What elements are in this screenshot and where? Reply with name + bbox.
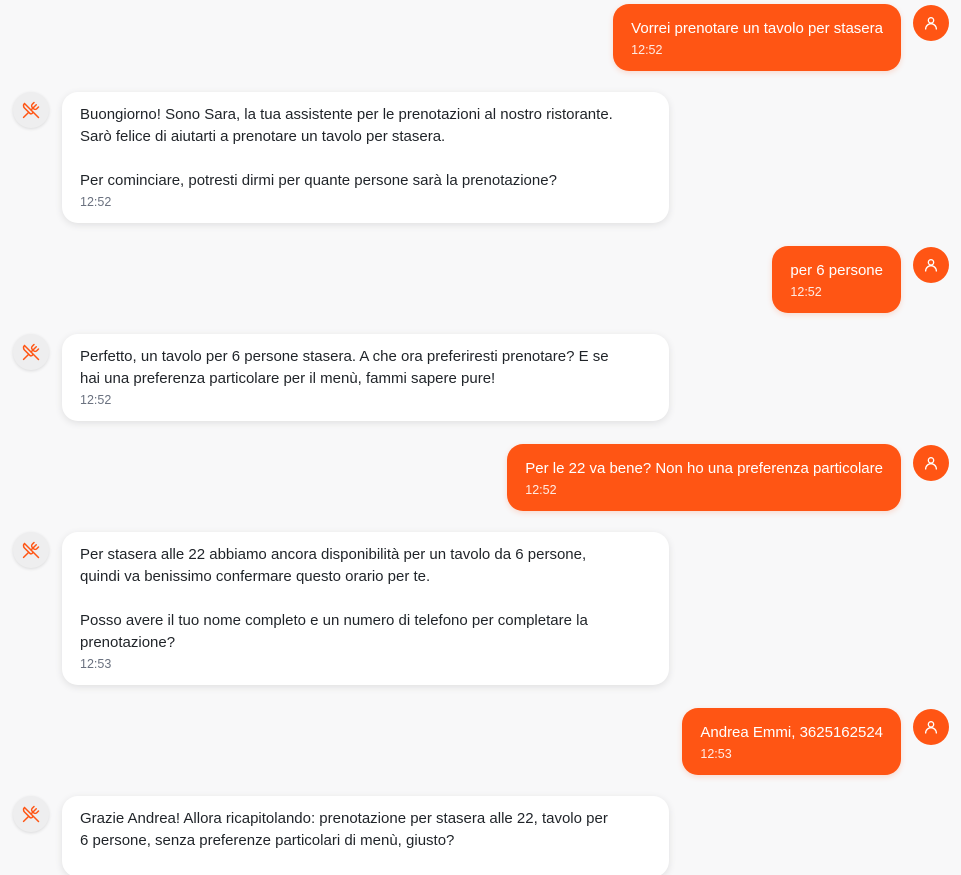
user-message-bubble <box>772 246 901 313</box>
user-avatar <box>913 709 949 745</box>
user-message-bubble <box>613 4 901 71</box>
message-text: Andrea Emmi, 3625162524 <box>700 724 883 741</box>
user-avatar <box>913 247 949 283</box>
utensils-crossed-icon <box>22 343 40 361</box>
message-time: 12:52 <box>525 483 557 497</box>
message-text: Vorrei prenotare un tavolo per stasera <box>631 20 883 37</box>
user-icon <box>923 455 939 471</box>
assistant-avatar <box>13 92 49 128</box>
assistant-avatar <box>13 796 49 832</box>
message-time: 12:52 <box>80 393 112 407</box>
assistant-message-bubble <box>62 92 669 223</box>
utensils-crossed-icon <box>22 101 40 119</box>
message-text: Per le 22 va bene? Non ho una preferenza particolare <box>525 460 883 477</box>
user-message-bubble <box>507 444 901 511</box>
assistant-message-bubble <box>62 796 669 875</box>
message-text: Buongiorno! Sono Sara, la tua assistente per le prenotazioni al nostro ristorante. Sarò felice di aiutarti a prenotare un tavolo per stasera. Per cominciare, potresti dirmi per quante persone sarà la prenotazione? <box>80 106 613 189</box>
message-time: 12:52 <box>80 195 112 209</box>
message-time: 12:53 <box>700 747 732 761</box>
user-message-bubble <box>682 708 901 775</box>
user-icon <box>923 15 939 31</box>
assistant-message-bubble <box>62 334 669 421</box>
user-icon <box>923 719 939 735</box>
message-time: 12:52 <box>790 285 822 299</box>
assistant-avatar <box>13 334 49 370</box>
message-text: Grazie Andrea! Allora ricapitolando: prenotazione per stasera alle 22, tavolo per 6 persone, senza preferenze particolari di menù, giusto? <box>80 810 608 849</box>
utensils-crossed-icon <box>22 541 40 559</box>
user-avatar <box>913 445 949 481</box>
user-icon <box>923 257 939 273</box>
message-text: Per stasera alle 22 abbiamo ancora disponibilità per un tavolo da 6 persone, quindi va benissimo confermare questo orario per te. Posso avere il tuo nome completo e un numero di telefono per completare la prenotazione? <box>80 546 588 651</box>
message-text: per 6 persone <box>790 262 883 279</box>
assistant-avatar <box>13 532 49 568</box>
user-avatar <box>913 5 949 41</box>
message-time: 12:52 <box>631 43 663 57</box>
assistant-message-bubble <box>62 532 669 685</box>
message-time: 12:53 <box>80 657 112 671</box>
message-text: Perfetto, un tavolo per 6 persone stasera. A che ora preferiresti prenotare? E se hai una preferenza particolare per il menù, fammi sapere pure! <box>80 348 609 387</box>
utensils-crossed-icon <box>22 805 40 823</box>
